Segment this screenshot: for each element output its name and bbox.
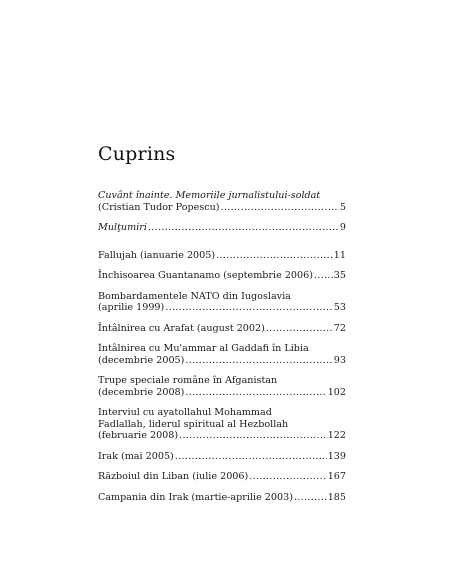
dot-leader	[185, 387, 326, 399]
toc-entry-leader-line	[98, 302, 346, 314]
toc-page-number: 93	[333, 354, 346, 366]
dot-leader	[175, 451, 327, 463]
toc-entry	[98, 343, 346, 366]
toc-entry-line: Campania din Irak (martie-aprilie 2003)	[98, 491, 293, 503]
toc-page-number: 5	[339, 201, 346, 213]
toc-entry-leader-line	[98, 387, 346, 399]
toc-page-number: 53	[333, 302, 346, 313]
toc-entry-line: Fadlallah, liderul spiritual al Hezbollah	[98, 418, 289, 430]
dot-leader	[185, 355, 332, 367]
toc-entry	[98, 375, 346, 398]
toc-entry-line: Mulţumiri	[98, 222, 147, 233]
toc-entry	[98, 471, 346, 483]
toc-page-number: 11	[333, 249, 346, 261]
dot-leader	[221, 202, 339, 214]
toc-entry-line: Întâlnirea cu Arafat (august 2002)	[98, 322, 265, 334]
dot-leader	[266, 323, 333, 335]
toc-entry	[98, 190, 346, 213]
toc-page-number: 167	[327, 471, 346, 482]
dot-leader	[314, 270, 333, 282]
toc-page-number: 185	[327, 491, 346, 503]
toc-entry-line: Irak (mai 2005)	[98, 450, 174, 462]
toc-entry	[98, 323, 346, 335]
toc-entry-line: (aprilie 1999)	[98, 302, 165, 313]
toc-entry-line: (Cristian Tudor Popescu)	[98, 201, 220, 213]
toc-entry	[98, 451, 346, 463]
toc-entry-leader-line	[98, 222, 346, 234]
toc-entry-leader-line	[98, 430, 346, 442]
toc-entry-leader-line	[98, 270, 346, 282]
toc-entry-leader-line	[98, 492, 346, 504]
toc-entry-line: Trupe speciale române în Afganistan	[98, 375, 278, 386]
toc-entry	[98, 250, 346, 262]
toc-entry-line: (decembrie 2008)	[98, 386, 185, 398]
dot-leader	[148, 222, 339, 234]
dot-leader	[294, 492, 327, 504]
toc-entry-leader-line	[98, 250, 346, 262]
dot-leader	[249, 471, 326, 483]
dot-leader	[165, 302, 333, 314]
toc-list	[98, 190, 346, 512]
dot-leader	[216, 250, 333, 262]
toc-entry	[98, 270, 346, 282]
toc-entry-leader-line	[98, 471, 346, 483]
toc-entry	[98, 407, 346, 442]
toc-page-number: 122	[327, 430, 346, 441]
toc-page-number: 102	[327, 386, 346, 398]
toc-entry-line: Bombardamentele NATO din Iugoslavia	[98, 290, 291, 302]
toc-entry	[98, 222, 346, 234]
toc-page-number: 35	[333, 270, 346, 281]
toc-entry-line: Interviul cu ayatollahul Mohammad	[98, 407, 272, 418]
toc-entry	[98, 492, 346, 504]
toc-entry-leader-line	[98, 323, 346, 335]
toc-page-number: 139	[327, 450, 346, 462]
toc-page-number: 9	[339, 222, 346, 233]
toc-entry-leader-line	[98, 202, 346, 214]
toc-title: Cuprins	[98, 143, 176, 165]
toc-entry	[98, 291, 346, 314]
toc-entry-line: Cuvânt înainte. Memoriile jurnalistului-soldat	[98, 190, 321, 201]
toc-entry-line: Războiul din Liban (iulie 2006)	[98, 471, 249, 482]
dot-leader	[179, 430, 327, 442]
toc-entry-leader-line	[98, 451, 346, 463]
toc-entry-line: Închisoarea Guantanamo (septembrie 2006)	[98, 270, 313, 281]
toc-entry-line: (februarie 2008)	[98, 430, 179, 441]
toc-page-number: 72	[333, 322, 346, 334]
toc-entry-line: Întâlnirea cu Mu'ammar al Gaddafi în Libia	[98, 343, 309, 354]
toc-entry-leader-line	[98, 355, 346, 367]
toc-entry-line: Fallujah (ianuarie 2005)	[98, 249, 216, 261]
toc-entry-line: (decembrie 2005)	[98, 354, 185, 366]
